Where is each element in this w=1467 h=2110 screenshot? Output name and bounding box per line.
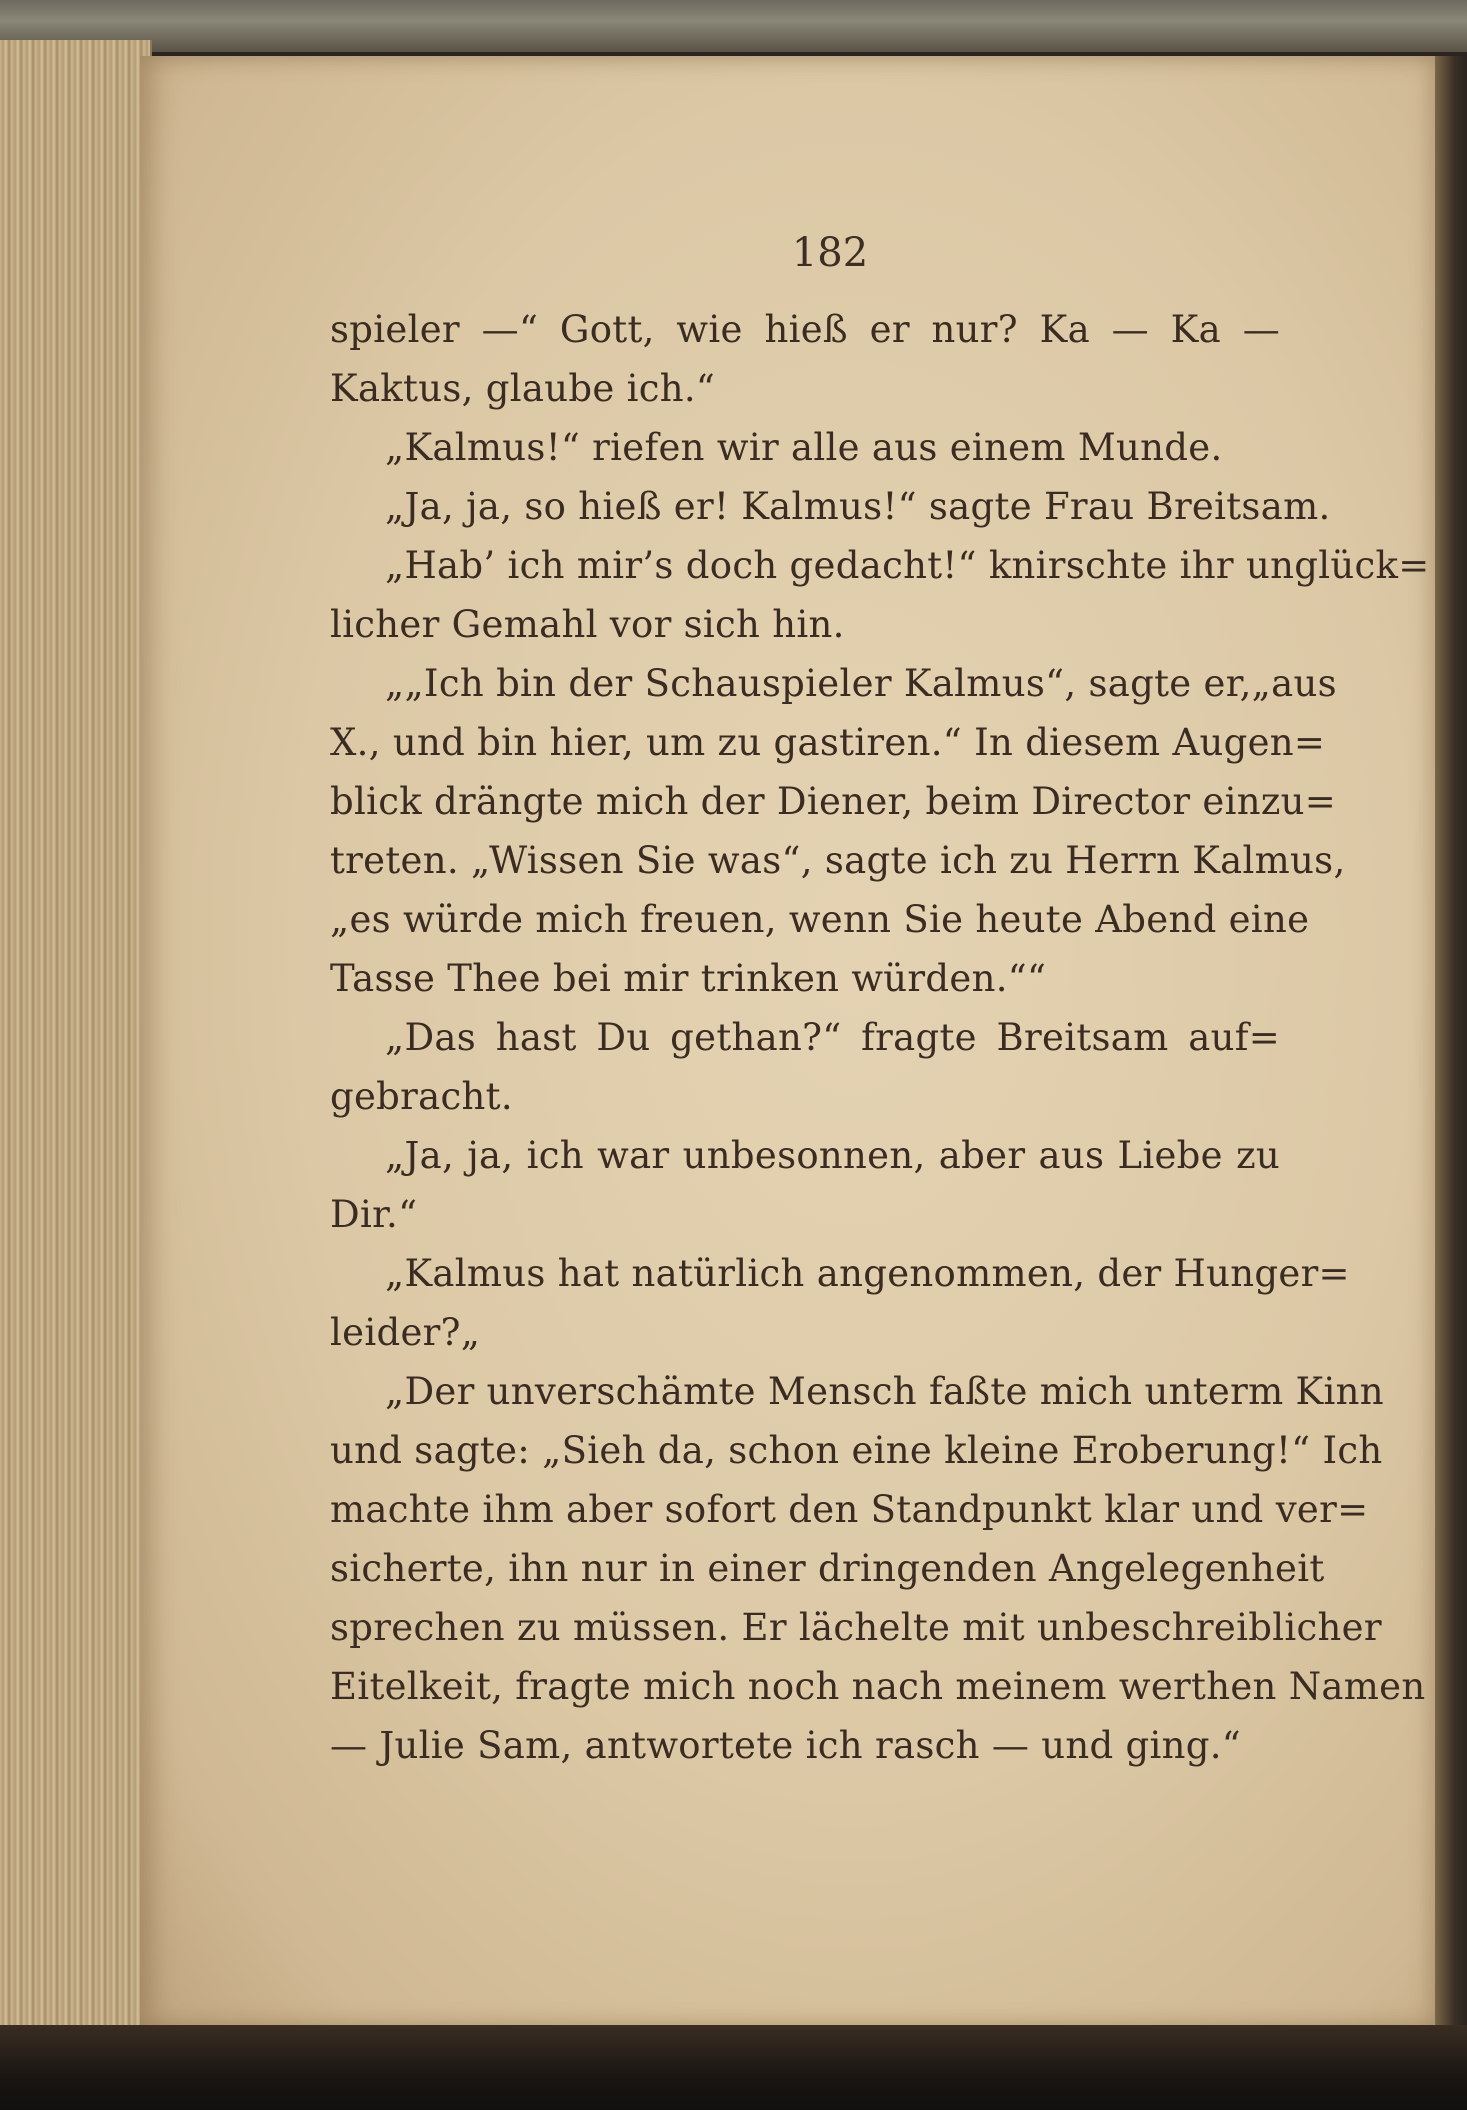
text-line: „Kalmus!“ riefen wir alle aus einem Munde. [385, 426, 1223, 469]
text-line: sprechen zu müssen. Er lächelte mit unbeschreiblicher [330, 1606, 1382, 1649]
book-top-edge [0, 0, 1467, 52]
text-line: Kaktus, glaube ich.“ [330, 367, 716, 410]
text-line: sicherte, ihn nur in einer dringenden Angelegenheit [330, 1547, 1325, 1590]
text-line: „„Ich bin der Schauspieler Kalmus“, sagte er,„aus [385, 662, 1337, 705]
text-line: machte ihm aber sofort den Standpunkt klar und ver= [330, 1488, 1369, 1531]
stacked-page-edges [0, 40, 152, 2035]
text-line: „es würde mich freuen, wenn Sie heute Abend eine [330, 898, 1310, 941]
text-line: Eitelkeit, fragte mich noch nach meinem werthen Namen [330, 1665, 1426, 1708]
text-line: Dir.“ [330, 1193, 418, 1236]
text-line: und sagte: „Sieh da, schon eine kleine Eroberung!“ Ich [330, 1429, 1383, 1472]
page-number: 182 [791, 230, 869, 276]
text-line: Tasse Thee bei mir trinken würden.““ [330, 957, 1047, 1000]
text-line: X., und bin hier, um zu gastiren.“ In diesem Augen= [330, 721, 1326, 764]
text-line: — Julie Sam, antwortete ich rasch — und ging.“ [330, 1724, 1242, 1767]
text-line: „Ja, ja, so hieß er! Kalmus!“ sagte Frau Breitsam. [385, 485, 1331, 528]
text-line: leider?„ [330, 1311, 481, 1354]
book-spine-shadow [1435, 56, 1467, 2028]
text-line: „Hab’ ich mir’s doch gedacht!“ knirschte ihr unglück= [385, 544, 1430, 587]
text-line: spieler —“ Gott, wie hieß er nur? Ka — Ka — [330, 308, 1280, 351]
text-line: blick drängte mich der Diener, beim Director einzu= [330, 780, 1337, 823]
text-line: „Der unverschämte Mensch faßte mich unterm Kinn [385, 1370, 1384, 1413]
text-line: „Das hast Du gethan?“ fragte Breitsam auf= [385, 1016, 1280, 1059]
text-line: treten. „Wissen Sie was“, sagte ich zu Herrn Kalmus, [330, 839, 1346, 882]
text-line: licher Gemahl vor sich hin. [330, 603, 845, 646]
text-line: „Kalmus hat natürlich angenommen, der Hunger= [385, 1252, 1350, 1295]
text-line: gebracht. [330, 1075, 513, 1118]
text-line: „Ja, ja, ich war unbesonnen, aber aus Liebe zu [385, 1134, 1280, 1177]
body-text [330, 300, 1430, 1775]
book-bottom-edge [0, 2025, 1467, 2110]
